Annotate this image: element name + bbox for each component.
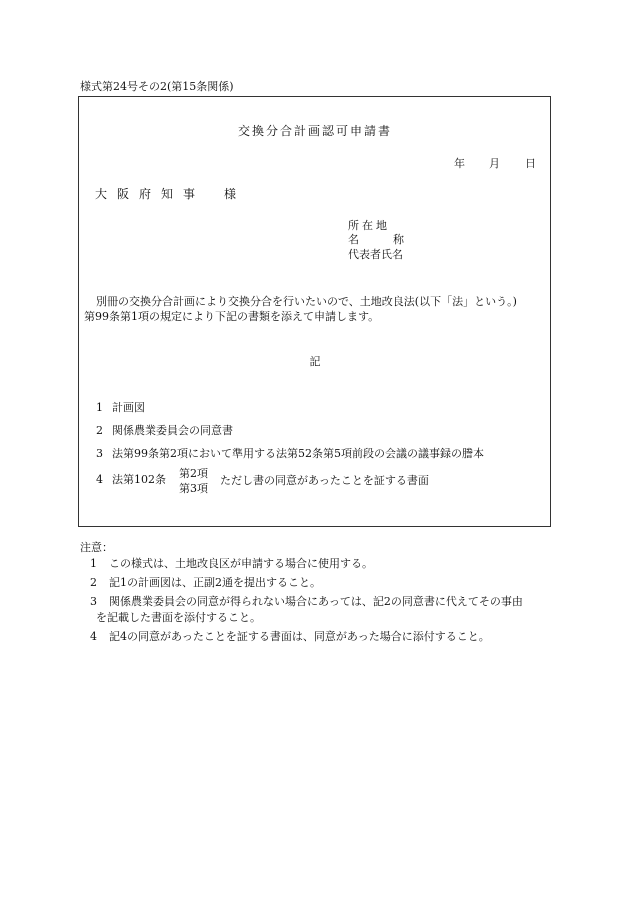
- item-text: 関係農業委員会の同意書: [112, 424, 233, 437]
- applicant-name-label-part1: 名: [348, 233, 359, 246]
- note-number: 1: [90, 557, 97, 570]
- attachment-item: [96, 424, 233, 438]
- applicant-location-label: 所在地: [348, 219, 390, 232]
- note-text: この様式は、土地改良区が申請する場合に使用する。: [109, 557, 373, 570]
- item-number: 2: [96, 424, 103, 437]
- note-text: 関係農業委員会の同意が得られない場合にあっては、記2の同意書に代えてその事由: [109, 595, 523, 608]
- item-4-tail-text: ただし書の同意があったことを証する書面: [220, 474, 429, 487]
- item-4-paragraph-2: 第2項: [179, 467, 208, 480]
- item-number: 1: [96, 401, 103, 414]
- applicant-representative-label: 代表者氏名: [348, 248, 403, 261]
- note-text: 記4の同意があったことを証する書面は、同意があった場合に添付すること。: [109, 630, 490, 643]
- note-item: [90, 576, 321, 590]
- body-text-line-1: 別冊の交換分合計画により交換分合を行いたいので、土地改良法(以下「法」という。): [96, 295, 517, 308]
- item-number: 4: [96, 473, 103, 486]
- note-number: 3: [90, 595, 97, 608]
- addressee-name: 大阪府知事: [95, 187, 206, 201]
- note-text: 記1の計画図は、正副2通を提出すること。: [109, 576, 321, 589]
- date-day-label: 日: [525, 157, 536, 170]
- item-text: 計画図: [112, 401, 145, 414]
- note-item: [90, 595, 523, 609]
- note-number: 4: [90, 630, 97, 643]
- applicant-name-label: [348, 233, 404, 247]
- applicant-name-label-part2: 称: [393, 233, 404, 246]
- body-text-line-2: 第99条第1項の規定により下記の書類を添えて申請します。: [84, 310, 380, 323]
- note-number: 2: [90, 576, 97, 589]
- item-4-paragraph-3: 第3項: [179, 482, 208, 495]
- note-item: [90, 557, 373, 571]
- form-number: 様式第24号その2(第15条関係): [80, 80, 234, 93]
- attachment-item: [96, 473, 166, 487]
- attachment-item: [96, 401, 145, 415]
- item-text: 法第99条第2項において準用する法第52条第5項前段の会議の議事録の謄本: [112, 447, 484, 460]
- item-number: 3: [96, 447, 103, 460]
- date-year-label: 年: [454, 157, 465, 170]
- notes-heading: 注意：: [80, 541, 113, 554]
- item-text: 法第102条: [112, 473, 166, 486]
- note-item: [90, 630, 490, 644]
- attachment-item: [96, 447, 484, 461]
- addressee-honorific: 様: [224, 187, 237, 201]
- ki-heading: 記: [309, 355, 321, 368]
- document-title: 交換分合計画認可申請書: [237, 124, 392, 138]
- note-3-continuation: を記載した書面を添付すること。: [96, 611, 261, 624]
- date-month-label: 月: [489, 157, 500, 170]
